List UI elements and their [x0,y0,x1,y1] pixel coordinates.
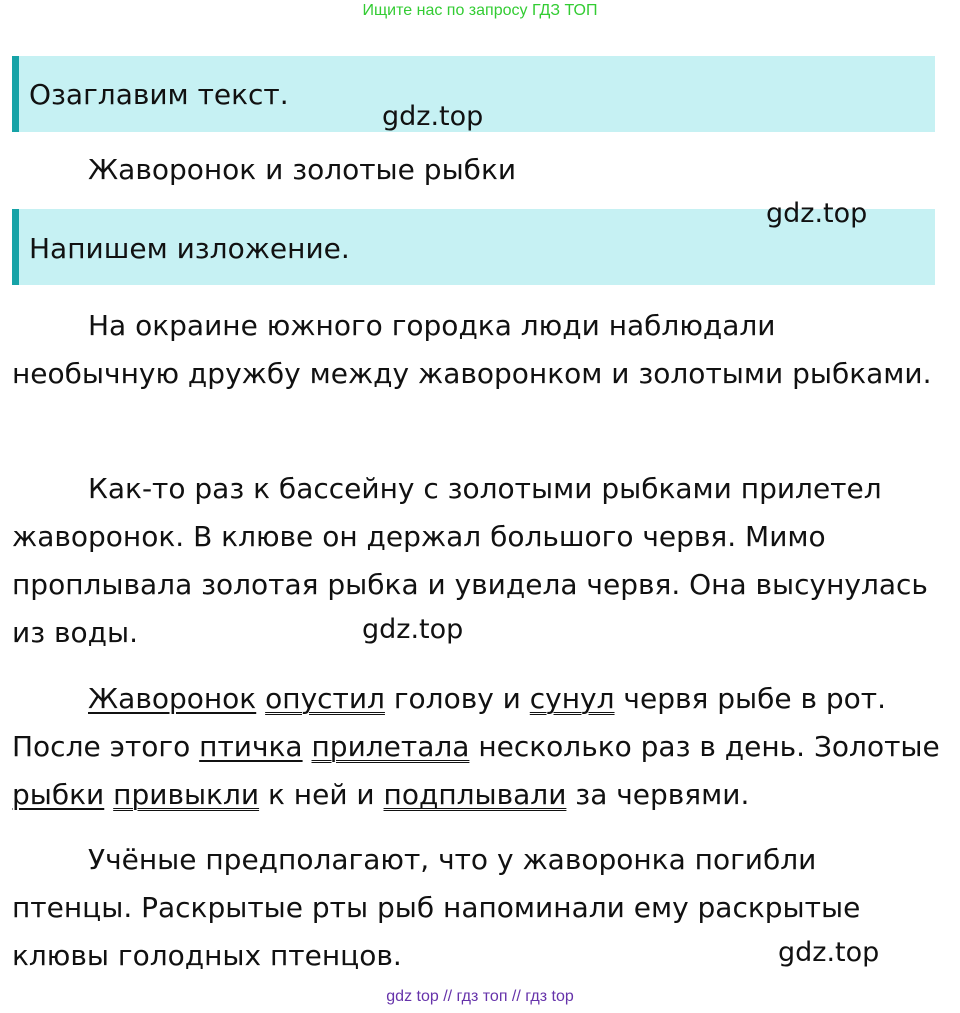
predicate-underlined: привыкли [113,778,260,811]
subject-underlined: птичка [199,730,303,763]
paragraph-2: Как-то раз к бассейну с золотыми рыбками прилетел жаворонок. В клюве он держал большого червя. Мимо проплывала золотая рыбка и увидела червя. Она высунулась из воды. [12,472,928,649]
watermark: gdz.top [778,937,880,968]
subject-underlined: рыбки [12,778,105,811]
bottom-banner: gdz top // гдз топ // гдз top [386,988,574,1005]
heading-title-text: Озаглавим текст. [29,78,289,111]
paragraph-1: На окраине южного городка люди наблюдали необычную дружбу между жаворонком и золотыми рыбками. [12,309,932,390]
plain-text: червя рыбе в рот. После этого [12,682,887,763]
predicate-underlined: опустил [265,682,385,715]
text-title: Жаворонок и золотые рыбки [88,153,517,186]
watermark: gdz.top [362,614,464,645]
watermark: gdz.top [382,101,484,132]
plain-text: к ней и [259,778,384,811]
plain-text [256,682,265,715]
predicate-underlined: прилетала [311,730,470,763]
paragraph-3 [12,675,942,819]
heading-exposition-text: Напишем изложение. [29,232,350,265]
predicate-underlined: подплывали [383,778,567,811]
watermark: gdz.top [766,198,868,229]
plain-text [303,730,312,763]
plain-text: за червями. [566,778,750,811]
plain-text: голову и [384,682,530,715]
top-banner: Ищите нас по запросу ГДЗ ТОП [362,2,598,19]
predicate-underlined: сунул [529,682,615,715]
plain-text: несколько раз в день. Золотые [469,730,940,763]
paragraph-4: Учёные предполагают, что у жаворонка погибли птенцы. Раскрытые рты рыб напоминали ему раскрытые клювы голодных птенцов. [12,843,861,972]
plain-text [104,778,113,811]
subject-underlined: Жаворонок [88,682,257,715]
